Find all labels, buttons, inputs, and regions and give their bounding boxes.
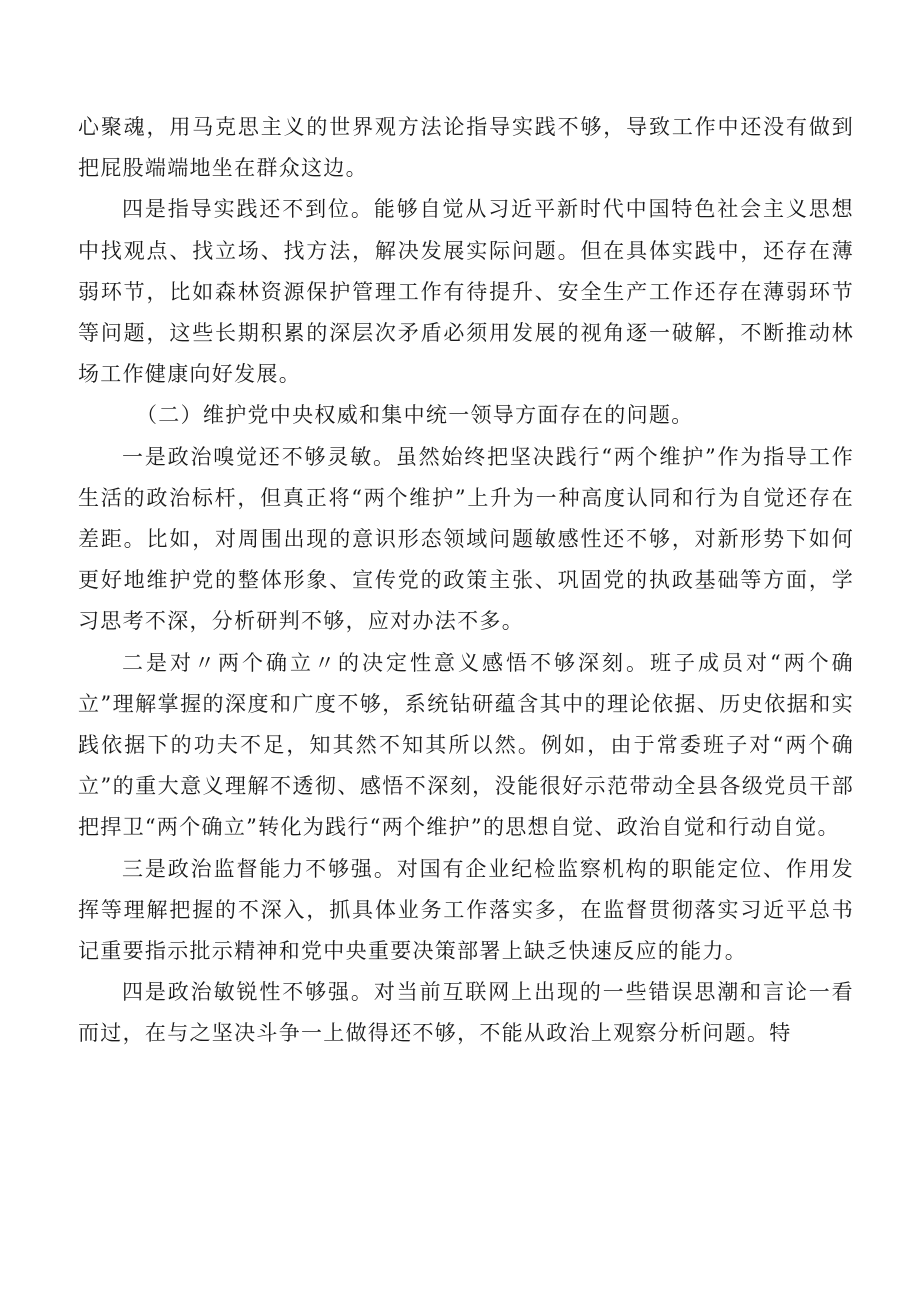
document-page: [78, 107, 854, 1055]
paragraph-point-two: 二是对〃两个确立〃的决定性意义感悟不够深刻。班子成员对“两个确立”理解掌握的深度和广度不够，系统钻研蕴含其中的理论依据、历史依据和实践依据下的功夫不足，知其然不知其所以然。例如，由于常委班子对“两个确立”的重大意义理解不透彻、感悟不深刻，没能很好示范带动全县各级党员干部把捍卫“两个确立”转化为践行“两个维护”的思想自觉、政治自觉和行动自觉。: [78, 650, 854, 840]
paragraph-point-one: 一是政治嗅觉还不够灵敏。虽然始终把坚决践行“两个维护”作为指导工作生活的政治标杆，但真正将“两个维护”上升为一种高度认同和行为自觉还存在差距。比如，对周围出现的意识形态领域问题敏感性还不够，对新形势下如何更好地维护党的整体形象、宣传党的政策主张、巩固党的执政基础等方面，学习思考不深，分析研判不够，应对办法不多。: [78, 444, 854, 634]
paragraph-point-four-practice: 四是指导实践还不到位。能够自觉从习近平新时代中国特色社会主义思想中找观点、找立场、找方法，解决发展实际问题。但在具体实践中，还存在薄弱环节，比如森林资源保护管理工作有待提升、安全生产工作还存在薄弱环节等问题，这些长期积累的深层次矛盾必须用发展的视角逐一破解，不断推动林场工作健康向好发展。: [78, 197, 854, 387]
paragraph-point-four-sensitivity: 四是政治敏锐性不够强。对当前互联网上出现的一些错误思潮和言论一看而过，在与之坚决斗争一上做得还不够，不能从政治上观察分析问题。特: [78, 980, 854, 1046]
section-heading: （二）维护党中央权威和集中统一领导方面存在的问题。: [136, 403, 694, 428]
paragraph-point-three: 三是政治监督能力不够强。对国有企业纪检监察机构的职能定位、作用发挥等理解把握的不深入，抓具体业务工作落实多，在监督贯彻落实习近平总书记重要指示批示精神和党中央重要决策部署上缺乏快速反应的能力。: [78, 856, 854, 964]
paragraph-continuation: 心聚魂，用马克思主义的世界观方法论指导实践不够，导致工作中还没有做到把屁股端端地坐在群众这边。: [78, 115, 854, 181]
